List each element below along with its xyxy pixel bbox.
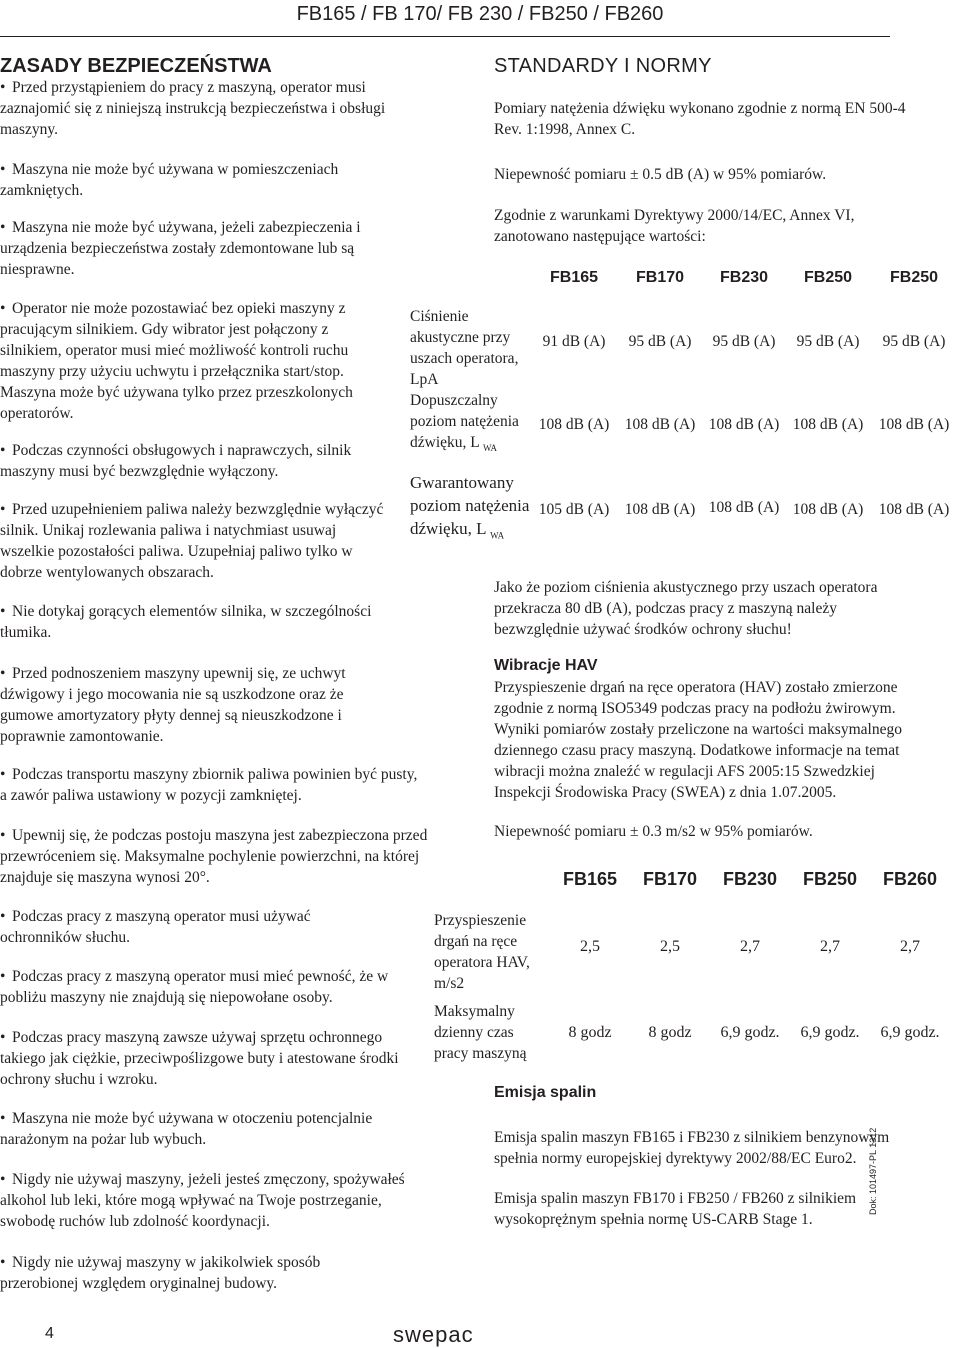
safety-title: ZASADY BEZPIECZEŃSTWA — [0, 55, 272, 77]
noise-cell: 95 dB (A) — [628, 332, 692, 350]
hav-cell: 6,9 godz. — [880, 1023, 940, 1041]
hav-col-header: FB250 — [802, 868, 858, 889]
noise-cell: 108 dB (A) — [792, 500, 864, 518]
noise-cell: 95 dB (A) — [796, 332, 860, 350]
bullet: • — [0, 442, 6, 459]
noise-row-label-text: Gwarantowany poziom natężenia dźwięku, L — [410, 472, 530, 538]
safety-item — [0, 601, 420, 643]
safety-item-text: Operator nie może pozostawiać bez opieki maszyny z pracującym silnikiem. Gdy wibrator jest połączony z silnikiem, operator musi mieć możliwość kontroli ruchu maszyny przy użyciu uchwytu i przełącznika start/stop. Maszyna może być używana tylko przez przeszkolonych operatorów. — [0, 300, 353, 422]
safety-item — [0, 217, 395, 280]
hav-col-header: FB230 — [722, 868, 778, 889]
noise-cell: 108 dB (A) — [624, 416, 696, 434]
hav-table-header-row — [430, 862, 950, 896]
hav-cell: 2,5 — [660, 937, 680, 955]
safety-item — [0, 906, 380, 948]
standards-paragraph: Pomiary natężenia dźwięku wykonano zgodnie z normą EN 500-4 Rev. 1:1998, Annex C. — [494, 100, 906, 138]
hav-table-corner — [430, 862, 550, 896]
emission-paragraph-diesel: Emisja spalin maszyn FB170 i FB250 / FB260 z silnikiem wysokoprężnym spełnia normę US-CARB Stage 1. — [494, 1190, 857, 1228]
noise-cell: 108 dB (A) — [708, 416, 780, 434]
noise-cell: 108 dB (A) — [708, 499, 780, 517]
hav-table-row — [430, 896, 950, 996]
noise-table-row — [406, 390, 958, 459]
noise-cell: 108 dB (A) — [878, 416, 950, 434]
noise-cell: 91 dB (A) — [542, 332, 606, 350]
standards-uncertainty: Niepewność pomiaru ± 0.5 dB (A) w 95% pomiarów. — [494, 166, 827, 183]
noise-row-label — [406, 459, 530, 559]
noise-table-corner — [406, 262, 530, 292]
noise-cell: 95 dB (A) — [882, 332, 946, 350]
noise-col-header: FB170 — [635, 268, 685, 286]
safety-item — [0, 298, 388, 424]
bullet: • — [0, 1110, 6, 1127]
bullet: • — [0, 603, 6, 620]
safety-item-text: Podczas pracy z maszyną operator musi używać ochronników słuchu. — [0, 908, 311, 946]
bullet: • — [0, 219, 6, 236]
noise-cell: 108 dB (A) — [878, 500, 950, 518]
header-divider — [0, 36, 890, 37]
safety-item — [0, 77, 410, 140]
hav-cell: 6,9 godz. — [720, 1023, 780, 1041]
noise-cell: 105 dB (A) — [538, 500, 610, 518]
hav-row-label: Przyspieszenie drgań na ręce operatora HAV, m/s2 — [434, 912, 530, 992]
hav-table-row — [430, 996, 950, 1068]
noise-cell: 95 dB (A) — [712, 332, 776, 350]
hav-col-header: FB170 — [642, 868, 698, 889]
safety-item-text: Upewnij się, że podczas postoju maszyna jest zabezpieczona przed przewróceniem się. Maksymalne pochylenie powierzchni, na której znajduje się maszyna wynosi 20°. — [0, 827, 428, 886]
safety-item — [0, 440, 390, 482]
emission-title: Emisja spalin — [494, 1084, 597, 1101]
hav-row-label: Maksymalny dzienny czas pracy maszyną — [434, 1002, 527, 1062]
noise-col-header: FB250 — [889, 268, 939, 286]
safety-item-text: Podczas pracy z maszyną operator musi mieć pewność, że w pobliżu maszyny nie znajdują się niepowołane osoby. — [0, 968, 389, 1006]
safety-item — [0, 966, 410, 1008]
safety-item-text: Przed podnoszeniem maszyny upewnij się, ze uchwyt dźwigowy i jego mocowania nie są uszkodzone oraz że gumowe amortyzatory płyty dennej są nieuszkodzone i poprawnie zamontowanie. — [0, 665, 346, 745]
bullet: • — [0, 1254, 6, 1271]
bullet: • — [0, 161, 6, 178]
noise-cell: 108 dB (A) — [624, 500, 696, 518]
safety-item-text: Podczas transportu maszyny zbiornik paliwa powinien być pusty, a zawór paliwa ustawiony w pozycji zamkniętej. — [0, 766, 418, 804]
noise-table — [406, 262, 958, 559]
noise-cell: 108 dB (A) — [538, 416, 610, 434]
bullet: • — [0, 1029, 6, 1046]
emission-paragraph-petrol: Emisja spalin maszyn FB165 i FB230 z silnikiem benzynowym spełnia normy europejskiej dyrektywy 2002/88/EC Euro2. — [494, 1129, 890, 1167]
hav-uncertainty: Niepewność pomiaru ± 0.3 m/s2 w 95% pomiarów. — [494, 823, 813, 840]
hav-cell: 6,9 godz. — [800, 1023, 860, 1041]
hav-cell: 2,5 — [580, 937, 600, 955]
noise-row-label-text: Dopuszczalny poziom natężenia dźwięku, L — [410, 392, 519, 451]
hav-cell: 2,7 — [740, 937, 760, 955]
document-reference: Dok: 101497-PL 1312 — [868, 1127, 878, 1215]
safety-item — [0, 825, 428, 888]
safety-item — [0, 1108, 420, 1150]
safety-item-text: Podczas czynności obsługowych i naprawczych, silnik maszyny musi być bezwzględnie wyłączony. — [0, 442, 352, 480]
bullet: • — [0, 968, 6, 985]
safety-item — [0, 499, 390, 583]
hav-table — [430, 862, 950, 1068]
hav-cell: 2,7 — [900, 937, 920, 955]
bullet: • — [0, 766, 6, 783]
safety-item-text: Maszyna nie może być używana, jeżeli zabezpieczenia i urządzenia bezpieczeństwa zostały zdemontowane lub są niesprawne. — [0, 219, 361, 278]
safety-item-text: Przed uzupełnieniem paliwa należy bezwzględnie wyłączyć silnik. Unikaj rozlewania paliwa i natychmiast usuwaj wszelkie pozostałości paliwa. Uzupełniaj paliwo tylko w dobrze wentylowanych obszarach. — [0, 501, 384, 581]
bullet: • — [0, 665, 6, 682]
bullet: • — [0, 501, 6, 518]
safety-item-text: Nigdy nie używaj maszyny, jeżeli jesteś zmęczony, spożywałeś alkohol lub leki, które mogą wpływać na Twoje postrzeganie, swobodę ruchów lub zdolność koordynacji. — [0, 1171, 405, 1230]
hav-cell: 8 godz — [648, 1023, 692, 1041]
standards-directive: Zgodnie z warunkami Dyrektywy 2000/14/EC, Annex VI, zanotowano następujące wartości: — [494, 207, 855, 245]
bullet: • — [0, 827, 6, 844]
bullet: • — [0, 1171, 6, 1188]
page-number: 4 — [45, 1325, 54, 1342]
hav-cell: 2,7 — [820, 937, 840, 955]
bullet: • — [0, 79, 6, 96]
safety-item — [0, 159, 395, 201]
hav-col-header: FB165 — [562, 868, 618, 889]
safety-item-text: Podczas pracy maszyną zawsze używaj sprzętu ochronnego takiego jak ciężkie, przeciwpoślizgowe buty i atestowane środki ochrony słuchu i wzroku. — [0, 1029, 399, 1088]
noise-col-header: FB230 — [719, 268, 769, 286]
safety-item — [0, 764, 420, 806]
safety-item-text: Przed przystąpieniem do pracy z maszyną, operator musi zaznajomić się z niniejszą instrukcją bezpieczeństwa i obsługi maszyny. — [0, 79, 386, 138]
hav-title: Wibracje HAV — [494, 657, 598, 674]
noise-table-row — [406, 292, 958, 390]
noise-col-header: FB165 — [549, 268, 599, 286]
safety-item — [0, 1027, 400, 1090]
safety-item-text: Maszyna nie może być używana w otoczeniu potencjalnie narażonym na pożar lub wybuch. — [0, 1110, 373, 1148]
bullet: • — [0, 908, 6, 925]
bullet: • — [0, 300, 6, 317]
noise-table-header-row — [406, 262, 958, 292]
safety-item — [0, 1169, 412, 1232]
noise-row-label-sub: WA — [490, 530, 505, 541]
page-header-title: FB165 / FB 170/ FB 230 / FB250 / FB260 — [296, 3, 664, 25]
standards-title: STANDARDY I NORMY — [494, 55, 712, 77]
safety-item-text: Maszyna nie może być używana w pomieszczeniach zamkniętych. — [0, 161, 339, 199]
safety-item — [0, 1252, 365, 1294]
swepac-logo: swepac — [393, 1322, 474, 1347]
noise-table-row — [406, 459, 958, 559]
safety-item-text: Nigdy nie używaj maszyny w jakikolwiek sposób przerobionej względem oryginalnej budowy. — [0, 1254, 321, 1292]
safety-item-text: Nie dotykaj gorących elementów silnika, w szczególności tłumika. — [0, 603, 372, 641]
noise-row-label — [406, 390, 530, 459]
hav-paragraph: Przyspieszenie drgań na ręce operatora (HAV) zostało zmierzone zgodnie z normą ISO5349 podczas pracy na podłożu żwirowym. Wyniki pomiarów zostały przeliczone na wartości maksymalnego dziennego czasu pracy maszyną. Dodatkowe informacje na temat wibracji można znaleźć w regulacji AFS 2005:15 Szwedzkiej Inspekcji Środowiska Pracy (SWEA) z dnia 1.07.2005. — [494, 679, 902, 801]
hav-col-header: FB260 — [882, 868, 938, 889]
noise-cell: 108 dB (A) — [792, 416, 864, 434]
hearing-protection-note: Jako że poziom ciśnienia akustycznego przy uszach operatora przekracza 80 dB (A), podczas pracy z maszyną należy bezwzględnie używać środków ochrony słuchu! — [494, 579, 878, 638]
noise-row-label: Ciśnienie akustyczne przy uszach operatora, LpA — [410, 308, 519, 388]
noise-row-label-sub: WA — [483, 443, 498, 454]
safety-item — [0, 663, 395, 747]
hav-cell: 8 godz — [568, 1023, 612, 1041]
noise-col-header: FB250 — [803, 268, 853, 286]
